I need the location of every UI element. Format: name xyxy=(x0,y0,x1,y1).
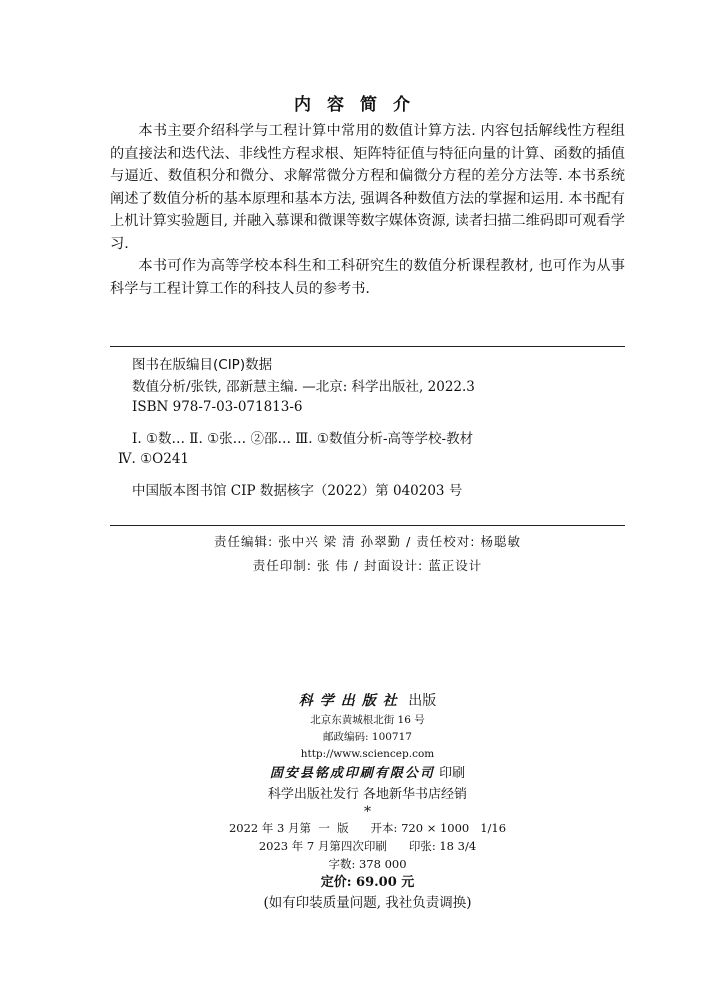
content-summary xyxy=(110,120,625,300)
publisher-address: 北京东黄城根北街 16 号 xyxy=(310,714,425,726)
cip-check-number: 中国版本图书馆 CIP 数据核字（2022）第 040203 号 xyxy=(132,483,463,499)
publisher-row xyxy=(110,690,625,712)
cip-classification-number: Ⅳ. ①O241 xyxy=(118,451,190,467)
cip-heading: 图书在版编目(CIP)数据 xyxy=(132,357,273,373)
cip-classification: Ⅰ. ①数… Ⅱ. ①张… ②邵… Ⅲ. ①数值分析-高等学校-教材 xyxy=(132,431,474,447)
cip-block xyxy=(110,346,625,526)
summary-paragraph: 本书主要介绍科学与工程计算中常用的数值计算方法. 内容包括解线性方程组的直接法和迭代法、非线性方程求根、矩阵特征值与特征向量的计算、函数的插值与逼近、数值积分和微分、求解常微分方程和偏微分方程的差分方法等. 本书系统阐述了数值分析的基本原理和基本方法, 强调各种数值方法的掌握和运用. 本书配有上机计算实验题目, 并融入慕课和微课等数字媒体资源, 读者扫描二维码即可观看学习. xyxy=(110,123,625,252)
publisher-suffix: 出版 xyxy=(408,693,437,709)
publisher-name: 科学出版社 xyxy=(298,693,404,709)
printer-name: 固安县铭成印刷有限公司 xyxy=(269,766,435,781)
summary-paragraph: 本书可作为高等学校本科生和工科研究生的数值分析课程教材, 也可作为从事科学与工程计算工作的科技人员的参考书. xyxy=(110,258,625,297)
credits-block xyxy=(110,530,625,578)
colophon xyxy=(110,690,625,913)
cip-isbn: ISBN 978-7-03-071813-6 xyxy=(132,399,303,415)
price: 定价: 69.00 元 xyxy=(320,875,415,890)
publisher-postcode: 邮政编码: 100717 xyxy=(323,731,412,743)
page-title: 内容简介 xyxy=(294,95,426,115)
printing-line: 2023 年 7 月第四次印刷 印张: 18 3/4 xyxy=(258,839,477,853)
separator-star: * xyxy=(364,804,371,820)
printer-suffix: 印刷 xyxy=(439,766,466,781)
word-count: 字数: 378 000 xyxy=(328,857,407,871)
publisher-website: http://www.sciencep.com xyxy=(300,748,435,760)
editors-credit: 责任编辑: 张中兴 梁 清 孙翠勤 / 责任校对: 杨聪敏 xyxy=(214,534,521,549)
printer-row xyxy=(110,763,625,785)
distribution-line: 科学出版社发行 各地新华书店经销 xyxy=(267,787,468,802)
cip-bibliographic-line: 数值分析/张铁, 邵新慧主编. —北京: 科学出版社, 2022.3 xyxy=(132,379,475,395)
production-credit: 责任印制: 张 伟 / 封面设计: 蓝正设计 xyxy=(252,558,483,573)
edition-line: 2022 年 3 月第 一 版 开本: 720 × 1000 1/16 xyxy=(228,821,507,835)
quality-notice: (如有印装质量问题, 我社负责调换) xyxy=(263,895,472,911)
